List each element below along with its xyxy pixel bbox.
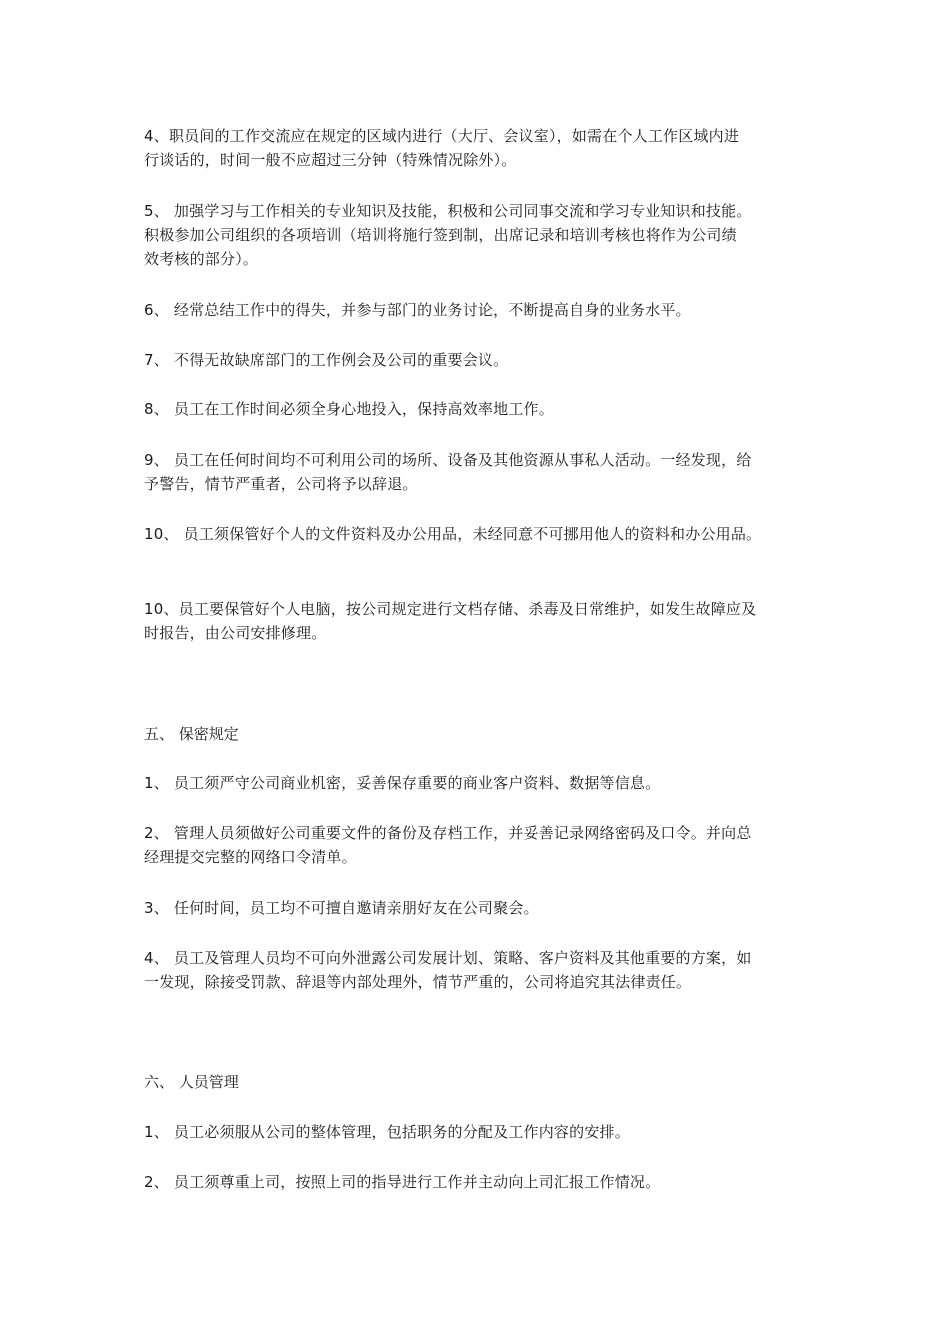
paragraph-item-10a: 10、 员工须保管好个人的文件资料及办公用品，未经同意不可挪用他人的资料和办公用品。 <box>144 525 762 543</box>
section-heading-confidentiality: 五、 保密规定 <box>144 725 239 743</box>
section-heading-personnel: 六、 人员管理 <box>144 1073 239 1091</box>
paragraph-item-7: 7、 不得无故缺席部门的工作例会及公司的重要会议。 <box>144 351 509 369</box>
paragraph-item-9: 9、 员工在任何时间均不可利用公司的场所、设备及其他资源从事私人活动。一经发现，给 予警告，情节严重者，公司将予以辞退。 <box>144 451 752 493</box>
paragraph-item-8: 8、 员工在工作时间必须全身心地投入，保持高效率地工作。 <box>144 400 554 418</box>
paragraph-item-6: 6、 经常总结工作中的得失，并参与部门的业务讨论，不断提高自身的业务水平。 <box>144 301 691 319</box>
paragraph-item-5: 5、 加强学习与工作相关的专业知识及技能，积极和公司同事交流和学习专业知识和技能。 积极参加公司组织的各项培训（培训将施行签到制，出席记录和培训考核也将作为公司绩 效考核的部分）。 <box>144 202 752 268</box>
paragraph-item-4: 4、职员间的工作交流应在规定的区域内进行（大厅、会议室），如需在个人工作区域内进 行谈话的，时间一般不应超过三分钟（特殊情况除外）。 <box>144 127 740 169</box>
confidentiality-item-2: 2、 管理人员须做好公司重要文件的备份及存档工作，并妥善记录网络密码及口令。并向总 经理提交完整的网络口令清单。 <box>144 824 752 866</box>
confidentiality-item-3: 3、 任何时间，员工均不可擅自邀请亲朋好友在公司聚会。 <box>144 899 539 917</box>
paragraph-item-10b: 10、员工要保管好个人电脑，按公司规定进行文档存储、杀毒及日常维护，如发生故障应及 时报告，由公司安排修理。 <box>144 600 757 642</box>
confidentiality-item-1: 1、 员工须严守公司商业机密，妥善保存重要的商业客户资料、数据等信息。 <box>144 774 661 792</box>
confidentiality-item-4: 4、 员工及管理人员均不可向外泄露公司发展计划、策略、客户资料及其他重要的方案，如 一发现，除接受罚款、辞退等内部处理外，情节严重的，公司将追究其法律责任。 <box>144 949 752 991</box>
personnel-item-1: 1、 员工必须服从公司的整体管理，包括职务的分配及工作内容的安排。 <box>144 1123 630 1141</box>
personnel-item-2: 2、 员工须尊重上司，按照上司的指导进行工作并主动向上司汇报工作情况。 <box>144 1173 661 1191</box>
